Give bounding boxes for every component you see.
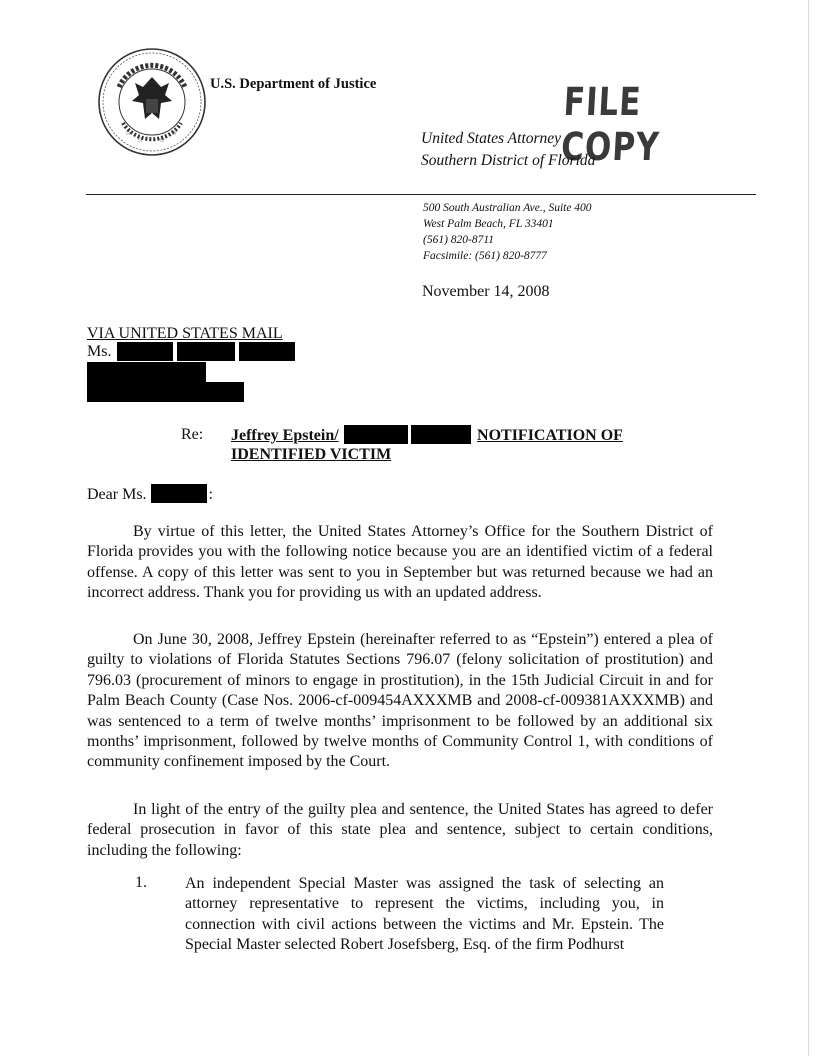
redaction-block — [151, 484, 207, 503]
redaction-block — [177, 342, 235, 361]
re-label: Re: — [181, 426, 204, 443]
header-divider — [86, 194, 756, 195]
department-name: U.S. Department of Justice — [210, 76, 377, 92]
office-line-1: United States Attorney — [421, 130, 562, 147]
re-subject-line-2: IDENTIFIED VICTIM — [231, 446, 392, 463]
redaction-block — [411, 425, 471, 444]
re-subject-line-1: NOTIFICATION OF — [477, 427, 623, 444]
file-copy-stamp: FILE COPY — [559, 80, 661, 170]
doj-seal-icon — [97, 47, 207, 157]
letter-date: November 14, 2008 — [422, 283, 550, 300]
redaction-block — [87, 362, 206, 382]
salutation-suffix: : — [208, 486, 213, 503]
svg-text:☆: ☆ — [171, 129, 178, 137]
body-paragraph-1: By virtue of this letter, the United States Attorney’s Office for the Southern District of Florida provides you with the following notice because you are an identified victim of a federal offense. A copy of this letter was sent to you in September but was returned because we had an incorrect address. Thank you for providing us with an updated address. — [87, 523, 713, 602]
body-paragraph-2: On June 30, 2008, Jeffrey Epstein (hereinafter referred to as “Epstein”) entered a plea of guilty to violations of Florida Statutes Sections 796.07 (felony solicitation of prostitution) and 796.03 (procurement of minors to engage in prostitution), in the 15th Judicial Circuit in and for Palm Beach County (Case Nos. 2006-cf-009454AXXXMB and 2008-cf-009381AXXXMB) and was sentenced to a term of twelve months’ imprisonment to be followed by an additional six months’ imprisonment, followed by twelve months of Community Control 1, with conditions of community confinement imposed by the Court. — [87, 631, 713, 771]
redaction-block — [117, 342, 173, 361]
address-street: 500 South Australian Ave., Suite 400 — [423, 202, 592, 214]
address-city: West Palm Beach, FL 33401 — [423, 218, 554, 230]
redaction-block — [87, 382, 244, 402]
address-phone: (561) 820-8711 — [423, 234, 495, 246]
office-line-2: Southern District of Florida — [421, 152, 596, 169]
list-item-number: 1. — [135, 874, 147, 891]
redaction-block — [239, 342, 295, 361]
scan-edge — [808, 0, 809, 1056]
redaction-block — [344, 425, 408, 444]
list-item-text: An independent Special Master was assigned the task of selecting an attorney representative to represent the victims, including you, in connection with civil actions between the victims and Mr. Epstein. The Special Master selected Robert Josefsberg, Esq. of the firm Podhurst — [185, 875, 664, 954]
salutation-prefix: Dear Ms. — [87, 486, 147, 503]
address-block — [423, 200, 592, 264]
re-name: Jeffrey Epstein/ — [231, 427, 339, 444]
recipient-prefix: Ms. — [87, 343, 112, 360]
svg-text:☆: ☆ — [125, 129, 132, 137]
svg-text:☆: ☆ — [159, 136, 166, 144]
address-fax: Facsimile: (561) 820-8777 — [423, 250, 547, 262]
office-block — [421, 128, 595, 172]
delivery-method: VIA UNITED STATES MAIL — [87, 325, 283, 342]
body-paragraph-3: In light of the entry of the guilty plea and sentence, the United States has agreed to defer federal prosecution in favor of this state plea and sentence, subject to certain conditions, including the following: — [87, 801, 713, 859]
svg-text:☆: ☆ — [137, 136, 144, 144]
